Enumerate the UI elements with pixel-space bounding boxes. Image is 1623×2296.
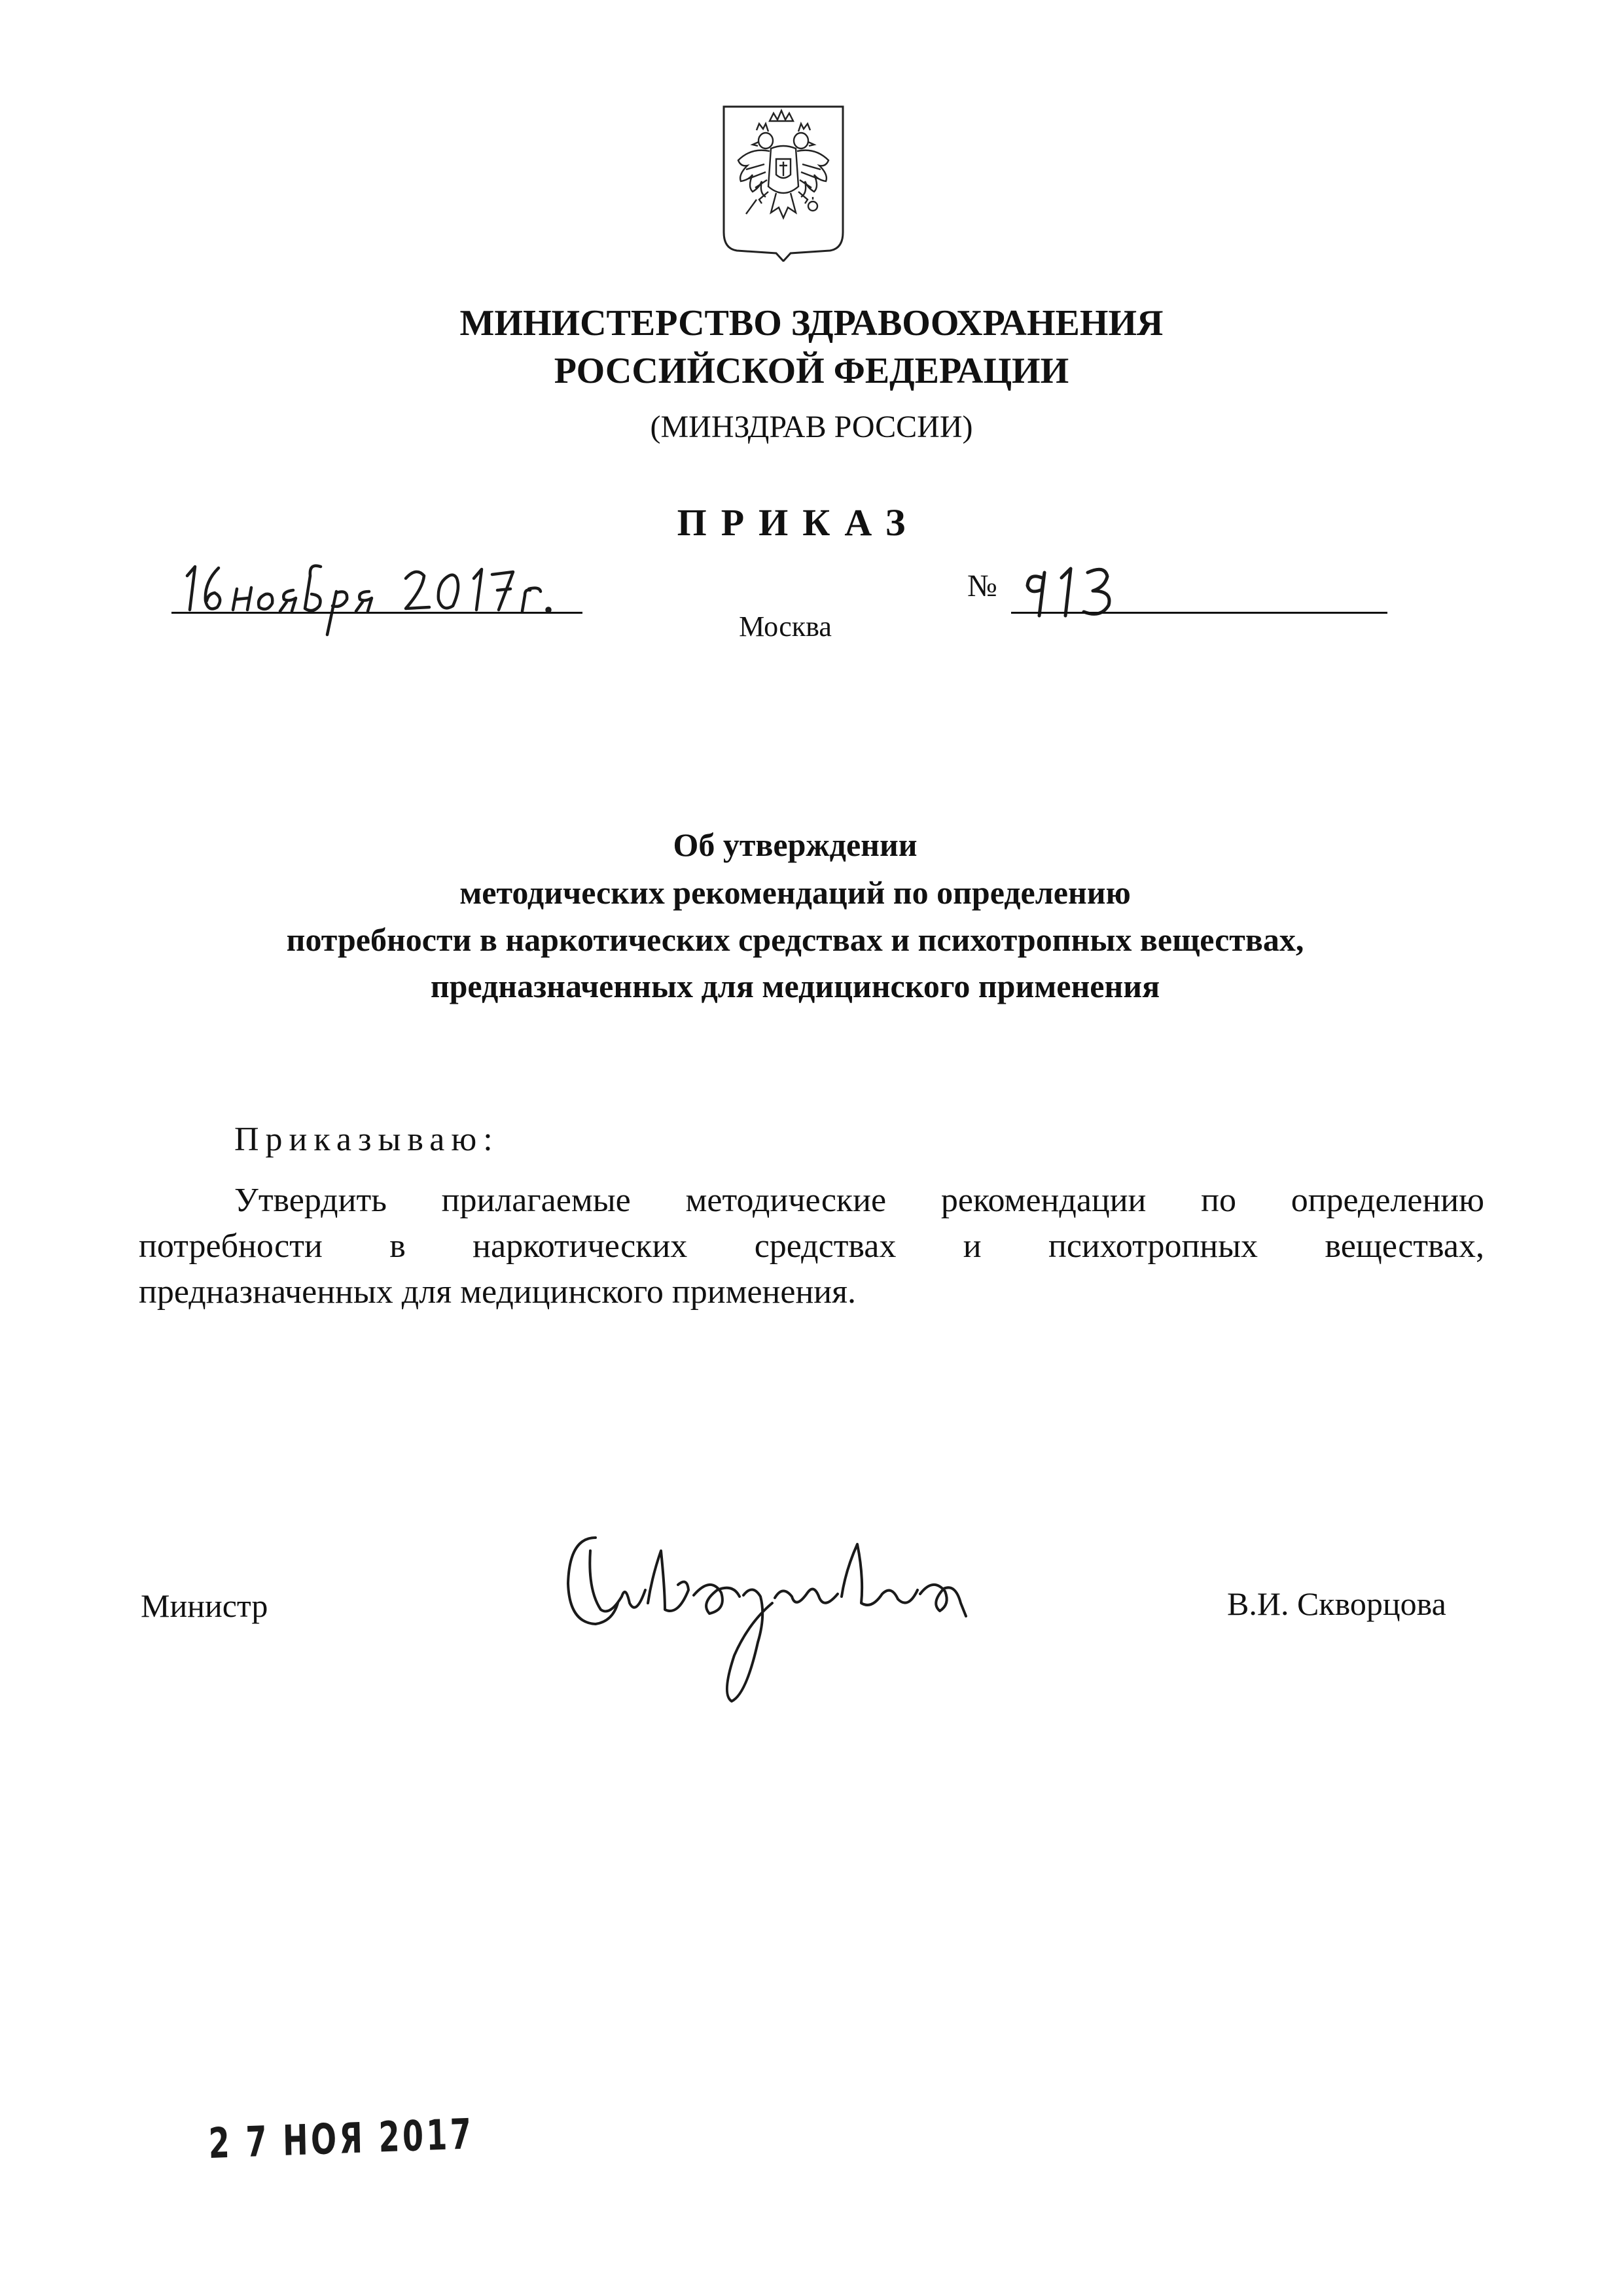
body-word: веществах, <box>1325 1227 1484 1265</box>
body-word: по <box>1201 1182 1236 1219</box>
body-word: определению <box>1291 1182 1484 1219</box>
subject-line-3: потребности в наркотических средствах и психотропных веществах, <box>286 921 1304 958</box>
ministry-name-line-2: РОССИЙСКОЙ ФЕДЕРАЦИИ <box>554 351 1069 391</box>
body-word: методические <box>685 1182 887 1219</box>
body-line-3: предназначенных для медицинского применения. <box>139 1273 857 1311</box>
body-line-1 <box>234 1181 1484 1220</box>
ministry-name-line-1: МИНИСТЕРСТВО ЗДРАВООХРАНЕНИЯ <box>459 303 1164 344</box>
document-type-title: ПРИКАЗ <box>677 501 920 544</box>
signatory-title: Министр <box>141 1587 268 1624</box>
signatory-name: В.И. Скворцова <box>1227 1585 1446 1622</box>
ministry-short-name: (МИНЗДРАВ РОССИИ) <box>650 410 973 444</box>
body-line-2 <box>139 1227 1484 1265</box>
body-word: рекомендации <box>940 1182 1147 1219</box>
registration-date-stamp: 2 7 НОЯ 2017 <box>208 2110 474 2168</box>
body-word: прилагаемые <box>441 1182 631 1219</box>
order-verb: Приказываю: <box>234 1121 499 1158</box>
handwritten-signature-icon <box>550 1511 1021 1708</box>
body-word: психотропных <box>1048 1227 1258 1265</box>
subject-line-1: Об утверждении <box>673 826 918 863</box>
subject-line-2: методических рекомендаций по определению <box>459 874 1131 911</box>
body-word: Утвердить <box>234 1182 387 1219</box>
body-word: и <box>963 1227 982 1265</box>
body-word: потребности <box>139 1227 323 1265</box>
body-word: средствах <box>754 1227 897 1265</box>
subject-line-4: предназначенных для медицинского применения <box>430 968 1160 1004</box>
russian-coat-of-arms-icon <box>719 101 848 262</box>
body-word: наркотических <box>473 1227 688 1265</box>
city: Москва <box>739 610 832 643</box>
body-word: в <box>389 1227 406 1265</box>
number-sign: № <box>967 569 997 603</box>
